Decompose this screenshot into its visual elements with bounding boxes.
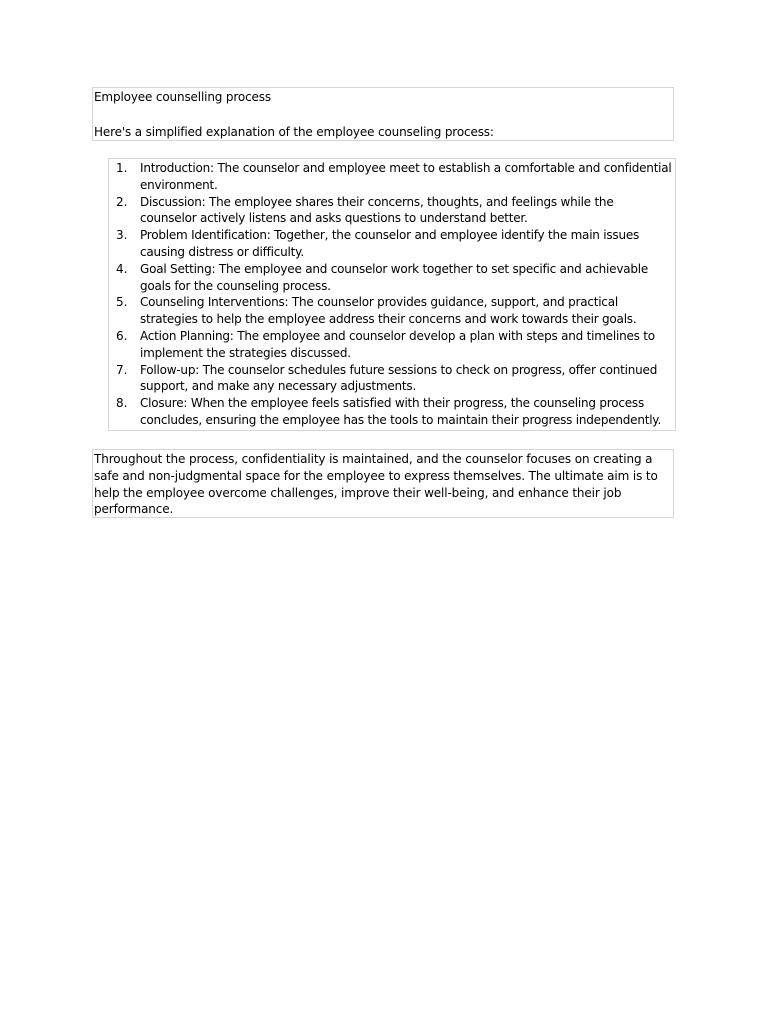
list-item bbox=[109, 160, 675, 194]
step-number: 1. bbox=[116, 161, 128, 175]
intro-section bbox=[92, 87, 674, 141]
step-text: Introduction: The counselor and employee meet to establish a comfortable and confidential environment. bbox=[140, 161, 672, 192]
list-item bbox=[109, 362, 675, 396]
spacer bbox=[94, 106, 673, 124]
closing-section bbox=[92, 449, 674, 518]
step-text: Counseling Interventions: The counselor provides guidance, support, and practical strategies to help the employee address their concerns and work towards their goals. bbox=[140, 295, 637, 327]
step-number: 6. bbox=[116, 328, 128, 343]
step-number: 3. bbox=[116, 228, 128, 243]
step-text: Problem Identification: Together, the counselor and employee identify the main issues causing distress or difficulty. bbox=[140, 228, 640, 259]
steps-list bbox=[109, 160, 675, 429]
step-number: 8. bbox=[116, 396, 128, 411]
list-item bbox=[109, 328, 675, 362]
step-text: Discussion: The employee shares their concerns, thoughts, and feelings while the counselor actively listens and asks questions to understand better. bbox=[140, 194, 614, 226]
list-item bbox=[109, 294, 675, 328]
step-text: Action Planning: The employee and counselor develop a plan with steps and timelines to implement the strategies discussed. bbox=[140, 328, 655, 360]
step-text: Follow-up: The counselor schedules future sessions to check on progress, offer continued support, and make any necessary adjustments. bbox=[140, 362, 658, 394]
step-text: Closure: When the employee feels satisfied with their progress, the counseling process concludes, ensuring the employee has the tools to maintain their progress independently. bbox=[140, 396, 662, 427]
closing-text: Throughout the process, confidentiality is maintained, and the counselor focuses on creating a safe and non-judgmental space for the employee to express themselves. The ultimate aim is to help the employee overcome challenges, improve their well-being, and enhance their job performance. bbox=[94, 452, 658, 517]
intro-text: Here's a simplified explanation of the employee counseling process: bbox=[94, 124, 494, 139]
list-item bbox=[109, 227, 675, 261]
step-number: 4. bbox=[116, 261, 128, 276]
step-number: 5. bbox=[116, 295, 128, 310]
steps-section bbox=[108, 158, 676, 431]
list-item bbox=[109, 194, 675, 228]
step-number: 7. bbox=[116, 362, 128, 377]
list-item bbox=[109, 261, 675, 295]
list-item bbox=[109, 395, 675, 429]
step-text: Goal Setting: The employee and counselor work together to set specific and achievable goals for the counseling process. bbox=[140, 261, 649, 293]
document-title: Employee counselling process bbox=[94, 90, 271, 104]
step-number: 2. bbox=[116, 194, 128, 209]
